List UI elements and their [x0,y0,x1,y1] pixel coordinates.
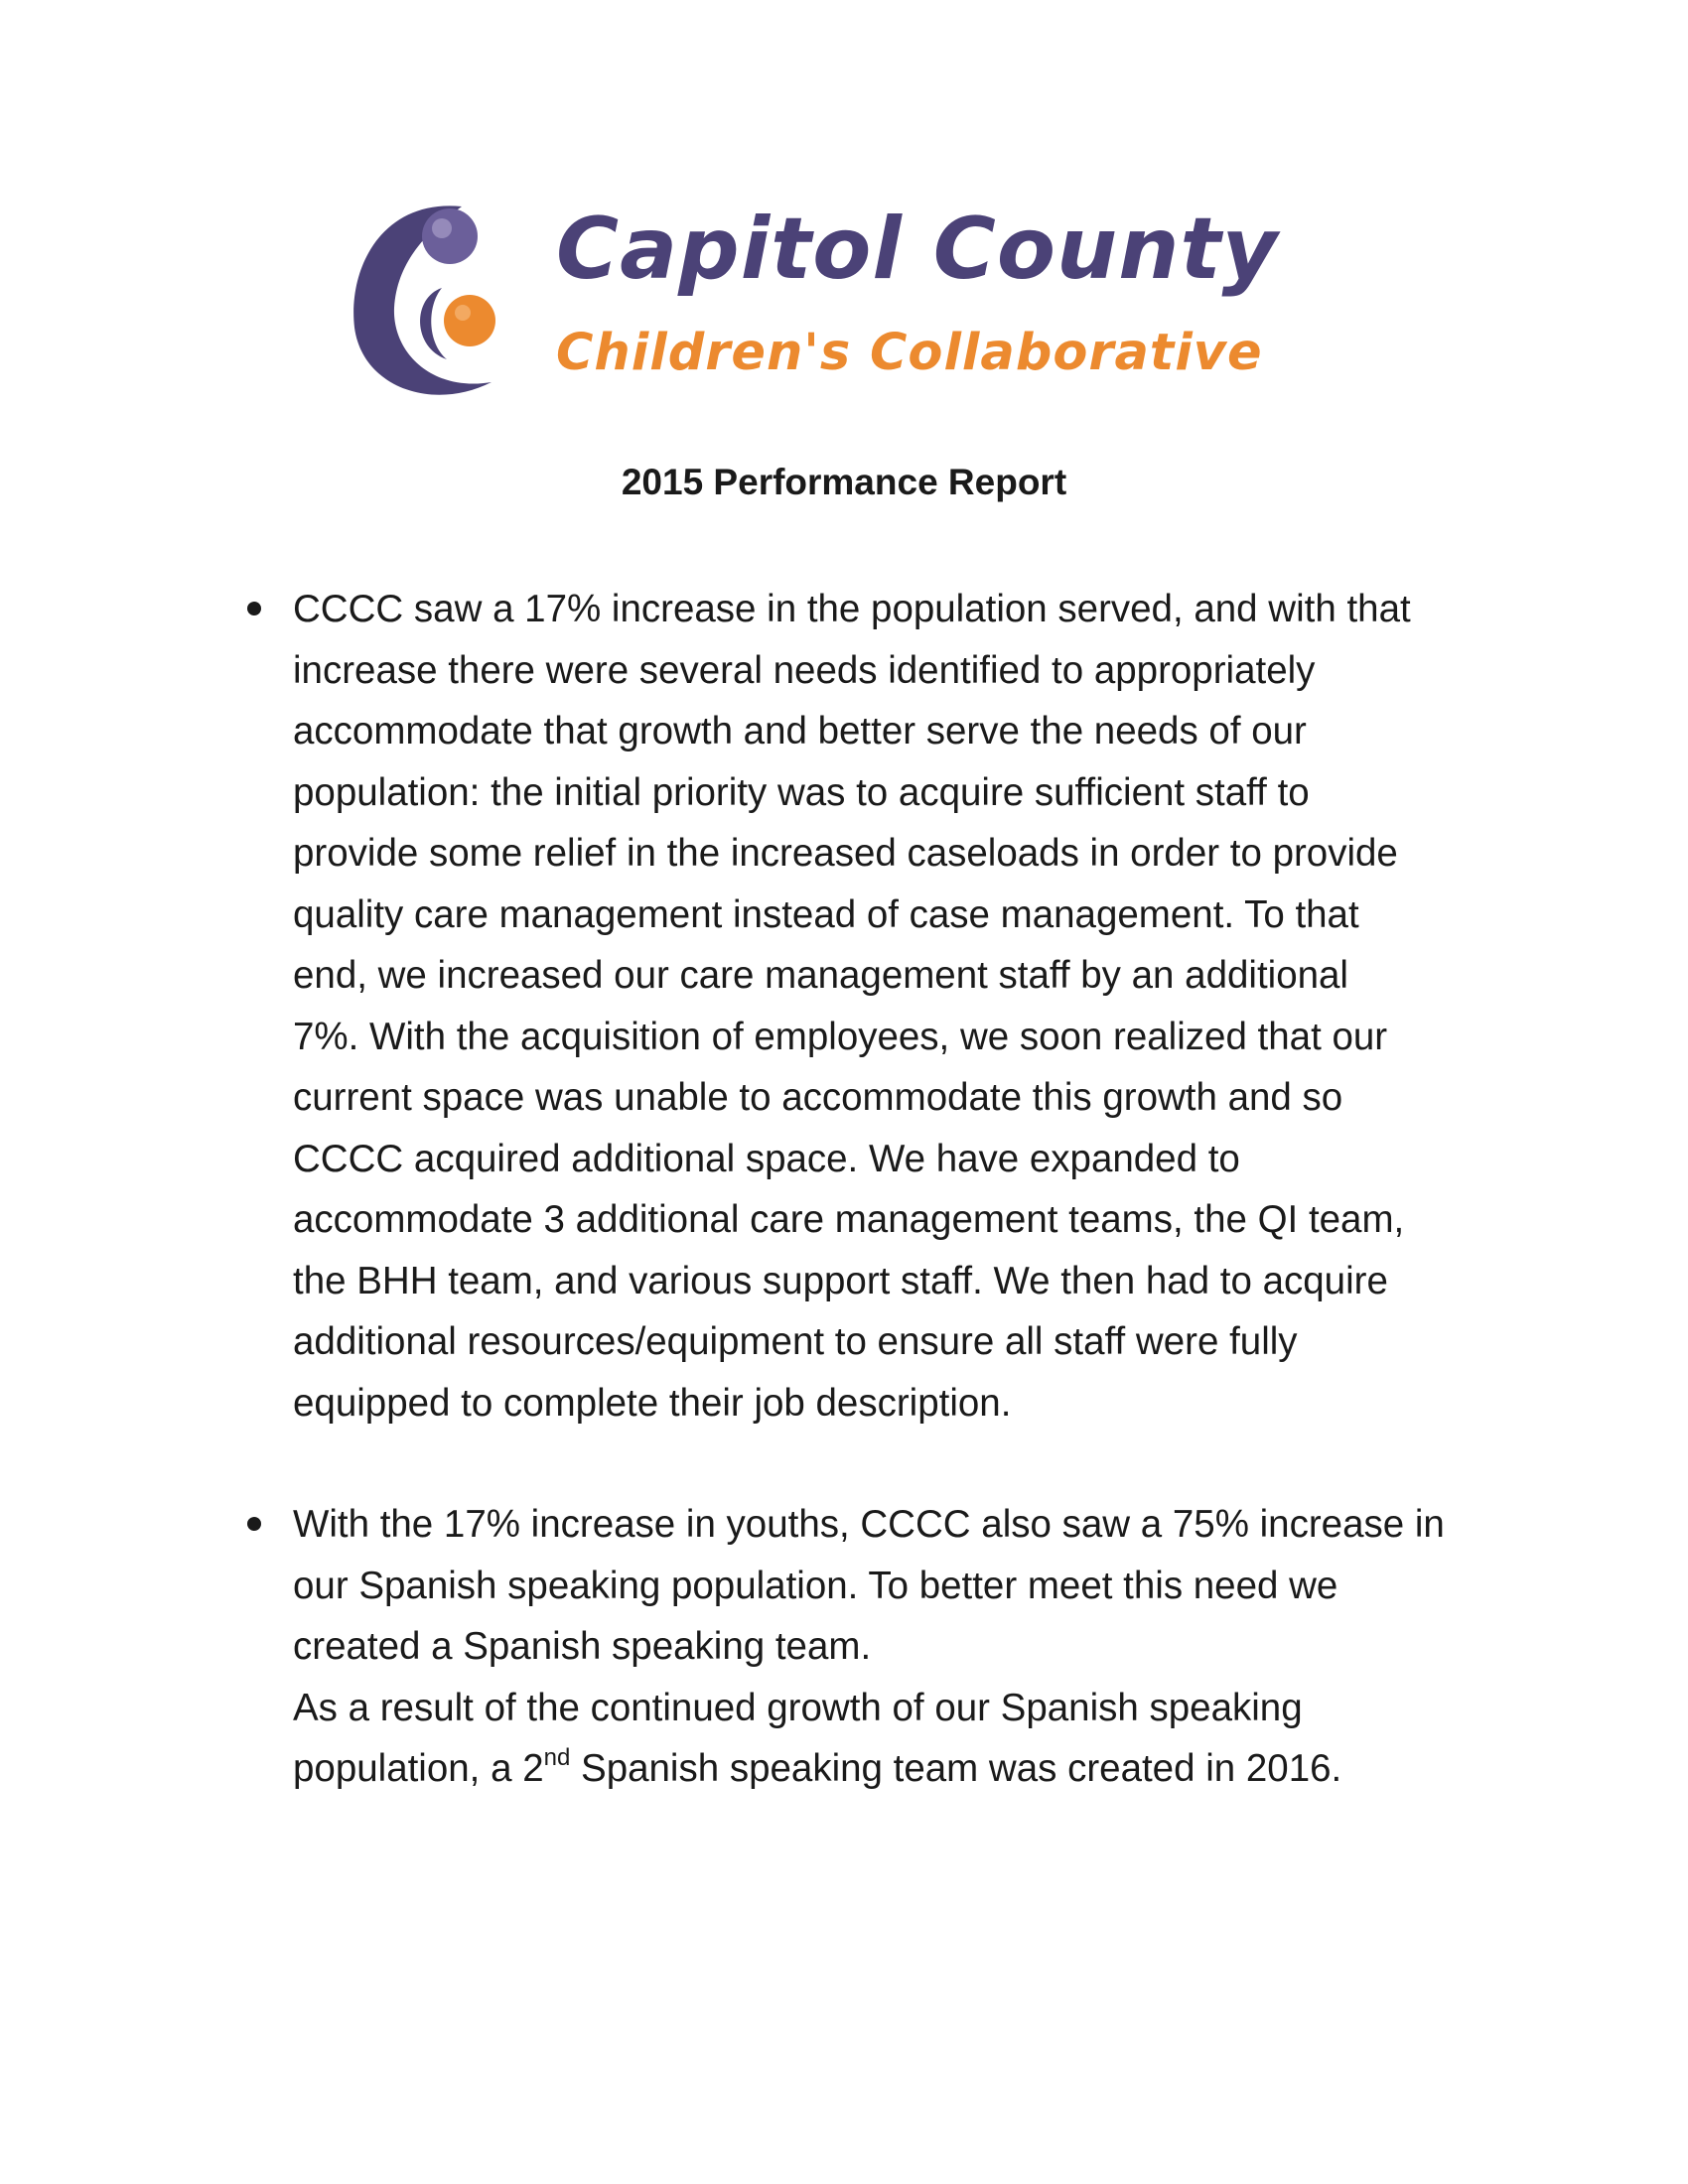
logo-line-2: Children's Collaborative [556,324,1263,382]
text-line: With the 17% increase in youths, CCCC also saw a 75% increase in [293,1503,1445,1546]
text-line: current space was unable to accommodate this growth and so [293,1076,1343,1119]
text-line: created a Spanish speaking team. [293,1625,872,1668]
text-line-last [293,1738,1484,1800]
text-line: increase there were several needs identified to appropriately [293,648,1316,692]
text-line: end, we increased our care management staff by an additional [293,954,1348,997]
report-title: 2015 Performance Report [621,462,1067,502]
logo-emblem-icon [343,189,556,407]
bullet-item [293,579,1484,1433]
text-line: CCCC saw a 17% increase in the population served, and with that [293,588,1411,630]
text-line: population: the initial priority was to acquire sufficient staff to [293,770,1310,814]
text-line: CCCC acquired additional space. We have expanded to [293,1137,1240,1180]
bullet-icon [247,1517,261,1531]
logo-line-1: Capitol County [556,200,1279,299]
ordinal-suffix: nd [543,1744,571,1771]
text-line: additional resources/equipment to ensure all staff were fully [293,1320,1298,1363]
organization-logo [343,189,1336,407]
text-line: accommodate that growth and better serve the needs of our [293,710,1307,752]
text-segment: population, a 2 [293,1747,544,1790]
text-line: quality care management instead of case management. To that [293,892,1359,936]
text-segment: Spanish speaking team was created in 2016. [570,1747,1342,1790]
text-line: accommodate 3 additional care management teams, the QI team, [293,1198,1405,1241]
bullet-list [293,579,1484,1800]
text-line: As a result of the continued growth of our Spanish speaking [293,1686,1303,1729]
text-line: 7%. With the acquisition of employees, we soon realized that our [293,1015,1388,1058]
text-line: our Spanish speaking population. To better meet this need we [293,1564,1338,1607]
text-line: the BHH team, and various support staff. We then had to acquire [293,1259,1388,1302]
text-line: equipped to complete their job description. [293,1381,1012,1425]
bullet-item [293,1494,1484,1800]
bullet-icon [247,602,261,615]
text-line: provide some relief in the increased caseloads in order to provide [293,832,1398,875]
